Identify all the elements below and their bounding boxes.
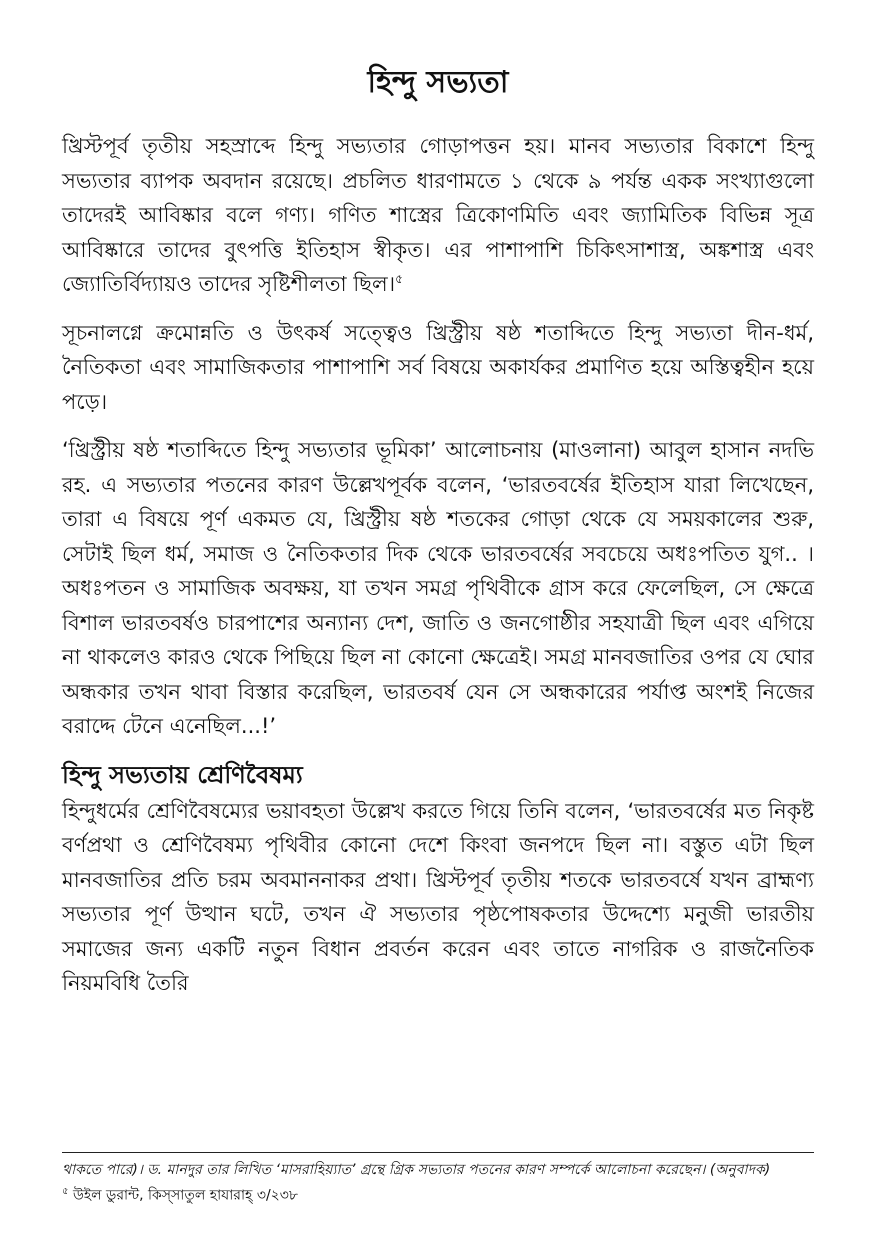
paragraph-3: ‘খ্রিস্ট্রীয় ষষ্ঠ শতাব্দিতে হিন্দু সভ্যতার ভূমিকা’ আলোচনায় (মাওলানা) আবুল হাসান নদভি রহ. এ সভ্যতার পতনের কারণ উল্লেখপূর্বক বলেন, ‘ভারতবর্ষের ইতিহাস যারা লিখেছেন, তারা এ বিষয়ে পূর্ণ একমত যে, খ্রিস্ট্রীয় ষষ্ঠ শতকের গোড়া থেকে যে সময়কালের শুরু, সেটাই ছিল ধর্ম, সমাজ ও নৈতিকতার দিক থেকে ভারতবর্ষের সবচেয়ে অধঃপতিত যুগ.. । অধঃপতন ও সামাজিক অবক্ষয়, যা তখন সমগ্র পৃথিবীকে গ্রাস করে ফেলেছিল, সে ক্ষেত্রে বিশাল ভারতবর্ষও চারপাশের অন্যান্য দেশ, জাতি ও জনগোষ্ঠীর সহযাত্রী ছিল এবং এগিয়ে না থাকলেও কারও থেকে পিছিয়ে ছিল না কোনো ক্ষেত্রেই। সমগ্র মানবজাতির ওপর যে ঘোর অন্ধকার তখন থাবা বিস্তার করেছিল, ভারতবর্ষ যেন সে অন্ধকারের পর্যাপ্ত অংশই নিজের বরাদ্দে টেনে এনেছিল...!’ [62,438,814,738]
paragraph-4: হিন্দুধর্মের শ্রেণিবৈষম্যের ভয়াবহতা উল্লেখ করতে গিয়ে তিনি বলেন, ‘ভারতবর্ষের মত নিকৃষ্ট বর্ণপ্রথা ও শ্রেণিবৈষম্য পৃথিবীর কোনো দেশে কিংবা জনপদে ছিল না। বস্তুত এটা ছিল মানবজাতির প্রতি চরম অবমাননাকর প্রথা। খ্রিস্টপূর্ব তৃতীয় শতকে ভারতবর্ষে যখন ব্রাহ্মণ্য সভ্যতার পূর্ণ উত্থান ঘটে, তখন ঐ সভ্যতার পৃষ্ঠপোষকতার উদ্দেশ্যে মনুজী ভারতীয় সমাজের জন্য একটি নতুন বিধান প্রবর্তন করেন এবং তাতে নাগরিক ও রাজনৈতিক নিয়মবিধি তৈরি [62,798,814,995]
footnotes [62,1152,814,1207]
page-title: হিন্দু সভ্যতা [367,65,509,100]
footnote-5-text: উইল ডুরান্ট, কিস্সাতুল হাযারাহ্‌ ৩/২৩৮ [72,1187,298,1204]
paragraph-2: সূচনালগ্নে ক্রমোন্নতি ও উৎকর্ষ সত্ত্বেও খ্রিস্ট্রীয় ষষ্ঠ শতাব্দিতে হিন্দু সভ্যতা দীন-ধর্ম, নৈতিকতা এবং সামাজিকতার পাশাপাশি সর্ব বিষয়ে অকার্যকর প্রমাণিত হয়ে অস্তিত্বহীন হয়ে পড়ে। [62,320,814,414]
footnote-marker: ৫ [395,272,403,286]
paragraph-1-text: খ্রিস্টপূর্ব তৃতীয় সহস্রাব্দে হিন্দু সভ্যতার গোড়াপত্তন হয়। মানব সভ্যতার বিকাশে হিন্দু সভ্যতার ব্যাপক অবদান রয়েছে। প্রচলিত ধারণামতে ১ থেকে ৯ পর্যন্ত একক সংখ্যাগুলো তাদেরই আবিষ্কার বলে গণ্য। গণিত শাস্ত্রের ত্রিকোণমিতি এবং জ্যামিতিক বিভিন্ন সূত্র আবিষ্কারে তাদের বুৎপত্তি ইতিহাস স্বীকৃত। এর পাশাপাশি চিকিৎসাশাস্ত্র, অঙ্কশাস্ত্র এবং জ্যোতির্বিদ্যায়ও তাদের সৃষ্টিশীলতা ছিল। [62,134,814,296]
footnote-continued: থাকতে পারে)। ড. মানদুর তার লিখিত ‘মাসরাহিয়্যাত’ গ্রন্থে গ্রিক সভ্যতার পতনের কারণ সম্পর্কে আলোচনা করেছেন। (অনুবাদক) [62,1162,771,1178]
paragraph-1 [62,129,814,302]
section-heading: হিন্দু সভ্যতায় শ্রেণিবৈষম্য [62,760,303,789]
footnote-5-marker: ৫ [62,1186,69,1197]
footnote-5 [62,1181,814,1207]
